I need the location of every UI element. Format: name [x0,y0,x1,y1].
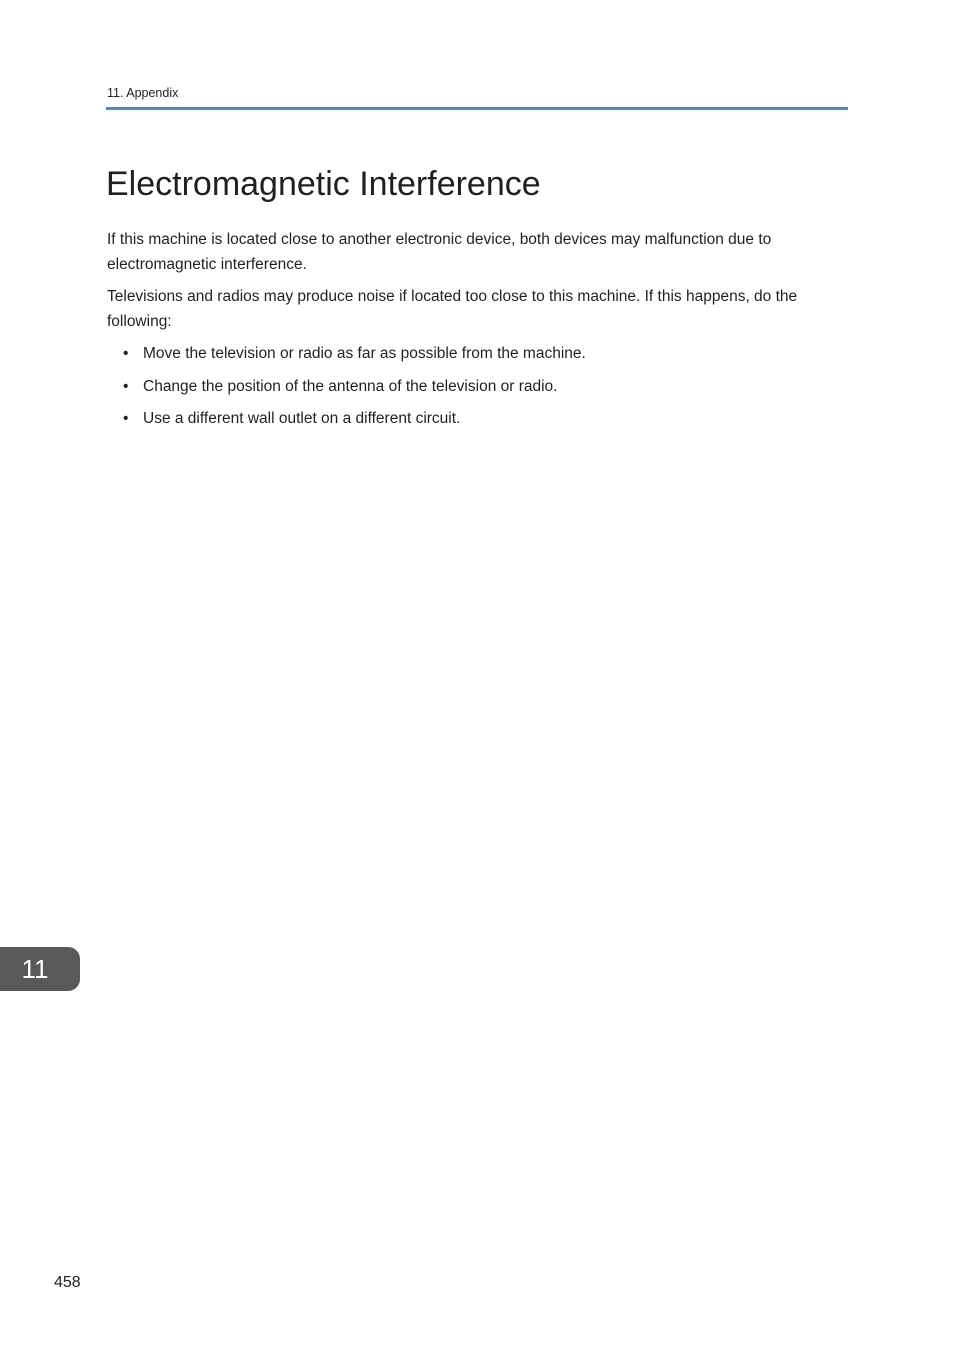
list-item [107,341,837,366]
list-item-text: Move the television or radio as far as possible from the machine. [143,345,586,362]
bullet-dot: • [123,377,129,395]
chapter-tab [0,947,80,991]
list-item [107,406,837,431]
list-item-text: Change the position of the antenna of the television or radio. [143,377,558,395]
list-item-text: Use a different wall outlet on a different circuit. [143,410,461,427]
page-number: 458 [54,1274,81,1291]
running-header: 11. Appendix [107,86,179,100]
bullet-dot: • [123,410,129,427]
chapter-tab-number: 11 [21,954,49,984]
header-rule [106,107,848,110]
bullet-dot: • [123,345,129,362]
page-title: Electromagnetic Interference [106,165,541,203]
list-item [107,374,837,399]
paragraph-2: Televisions and radios may produce noise if located too close to this machine. If this happens, do the following: [107,288,798,330]
paragraph-1: If this machine is located close to another electronic device, both devices may malfunction due to electromagnetic interference. [107,231,772,273]
body-content [107,227,837,439]
bullet-list [107,341,837,431]
